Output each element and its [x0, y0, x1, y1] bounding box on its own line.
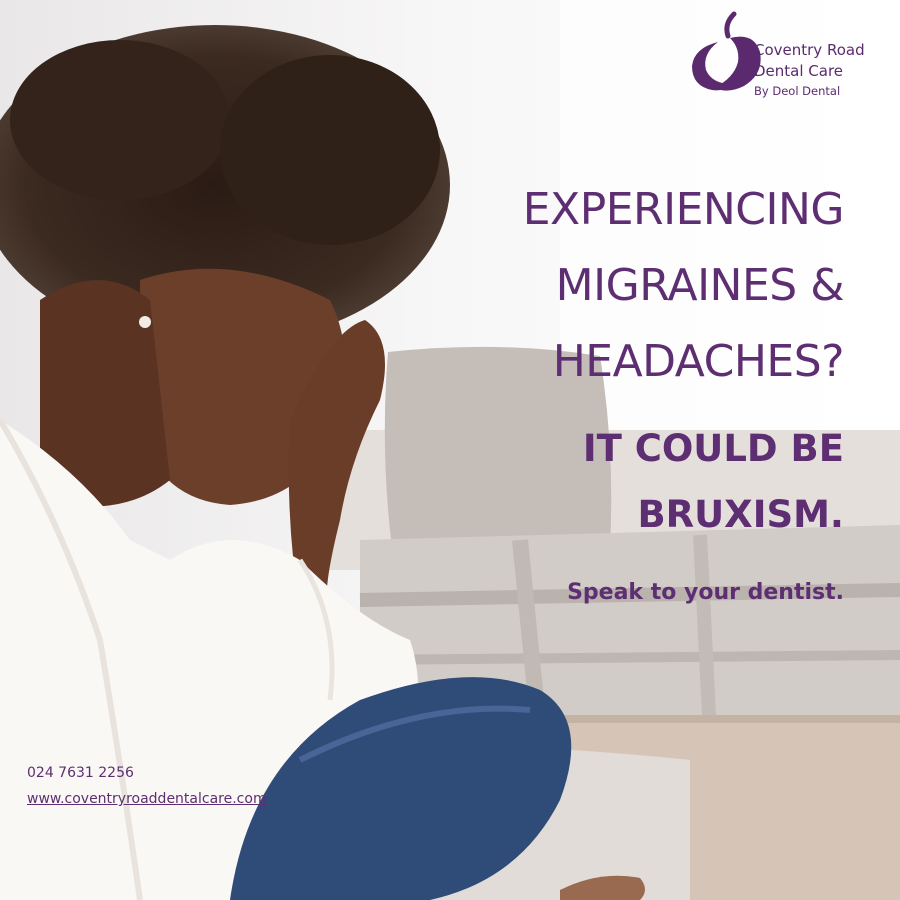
brand-logo [684, 8, 884, 108]
answer-line2: BRUXISM. [637, 493, 844, 536]
contact-info [27, 760, 267, 812]
logo-mark-icon [684, 8, 764, 98]
brand-name-line1: Coventry Road [754, 41, 865, 59]
answer-line1: IT COULD BE [582, 427, 844, 470]
headline-line1: EXPERIENCING [522, 184, 844, 235]
phone-number: 024 7631 2256 [27, 765, 134, 781]
headline [523, 172, 844, 400]
brand-tagline: By Deol Dental [754, 84, 841, 98]
brand-name-line2: Dental Care [754, 62, 844, 80]
answer-text [583, 416, 844, 548]
headline-line2: MIGRAINES & [555, 260, 844, 311]
call-to-action: Speak to your dentist. [567, 580, 844, 605]
website-link[interactable]: www.coventryroaddentalcare.com [27, 791, 267, 807]
brand-name [754, 40, 865, 82]
headline-line3: HEADACHES? [552, 336, 844, 387]
